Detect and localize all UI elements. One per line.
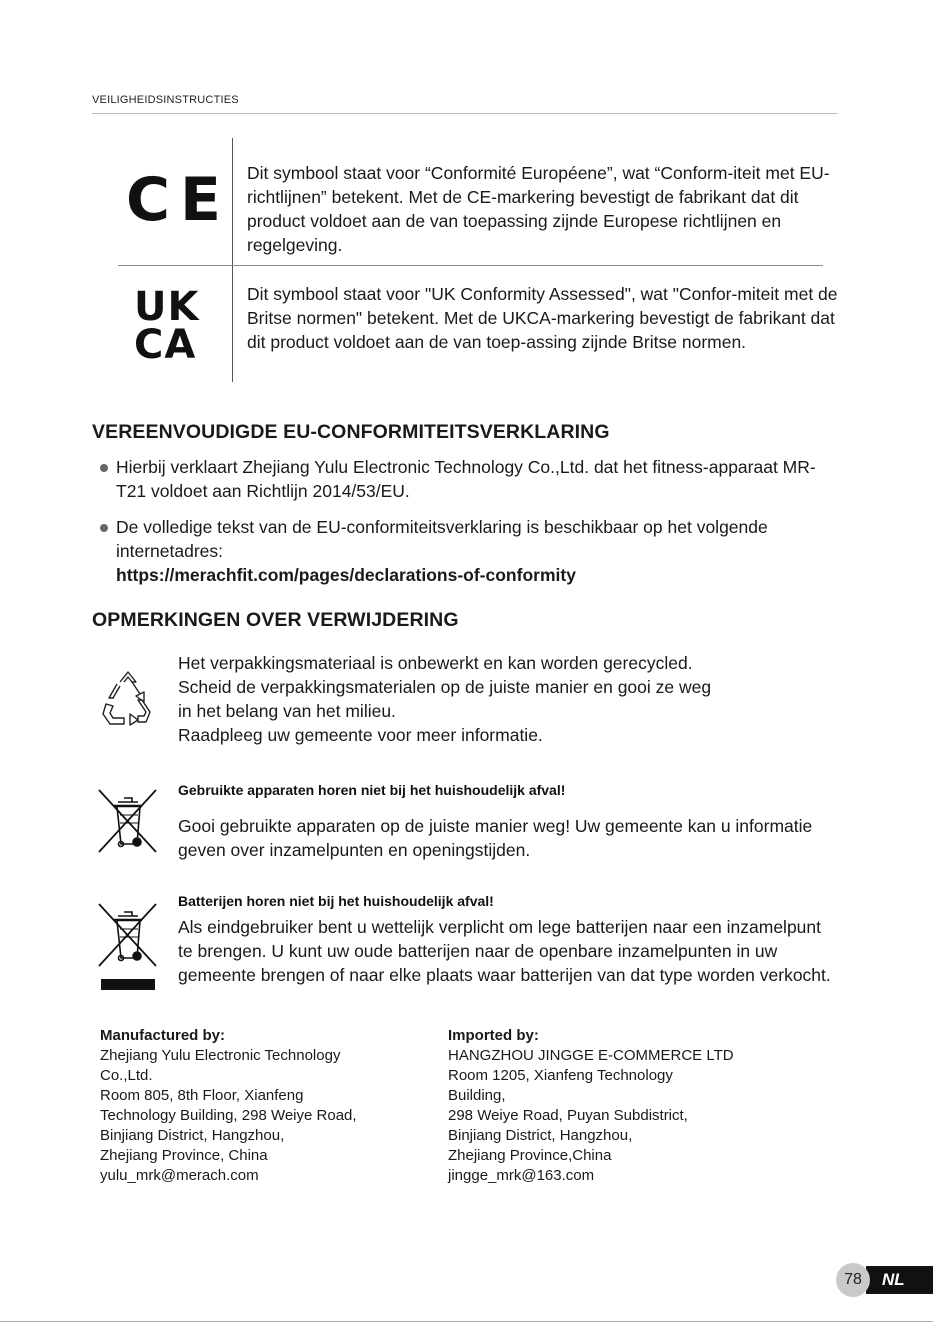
address-line: Zhejiang Province, China — [100, 1147, 268, 1164]
section-header: VEILIGHEIDSINSTRUCTIES — [92, 94, 239, 106]
address-line: Technology Building, 298 Weiye Road, — [100, 1107, 357, 1124]
manufacturer-label: Manufactured by: — [100, 1027, 226, 1044]
bottom-divider — [0, 1321, 933, 1322]
address-line: Binjiang District, Hangzhou, — [100, 1127, 285, 1144]
declaration-availability-text: De volledige tekst van de EU-conformiteitsverklaring is beschikbaar op het volgende internetadres: — [116, 517, 768, 561]
manufacturer-block — [100, 1026, 420, 1186]
address-line: Co.,Ltd. — [100, 1067, 153, 1084]
importer-label: Imported by: — [448, 1027, 539, 1044]
table-horizontal-divider — [118, 265, 823, 266]
packaging-line: Scheid de verpakkingsmaterialen op de juiste manier en gooi ze weg — [178, 677, 712, 697]
importer-email[interactable]: jingge_mrk@163.com — [448, 1167, 595, 1184]
recycle-icon — [100, 668, 156, 728]
ukca-mark-line1: UK — [134, 284, 200, 330]
declaration-statement: Hierbij verklaart Zhejiang Yulu Electronic Technology Co.,Ltd. dat het fitness-apparaat MR-T21 voldoet aan Richtlijn 2014/53/EU. — [116, 457, 816, 501]
address-line: Zhejiang Province,China — [448, 1147, 612, 1164]
address-line: 298 Weiye Road, Puyan Subdistrict, — [448, 1107, 688, 1124]
declaration-availability — [116, 515, 836, 587]
language-tab: NL — [866, 1266, 933, 1294]
address-line: Room 805, 8th Floor, Xianfeng — [100, 1087, 304, 1104]
battery-heading: Batterijen horen niet bij het huishoudelijk afval! — [178, 893, 494, 909]
table-vertical-divider — [232, 138, 233, 382]
address-line: HANGZHOU JINGGE E-COMMERCE LTD — [448, 1047, 734, 1064]
address-line: Room 1205, Xianfeng Technology — [448, 1067, 673, 1084]
importer-block — [448, 1026, 768, 1186]
weee-description: Gooi gebruikte apparaten op de juiste manier weg! Uw gemeente kan u informatie geven over inzamelpunten en openingstijden. — [178, 816, 813, 860]
battery-marking-bar — [101, 979, 155, 990]
bullet-icon — [100, 524, 108, 532]
address-line: Building, — [448, 1087, 506, 1104]
crossed-out-bin-icon — [96, 786, 160, 856]
header-divider — [92, 113, 838, 114]
battery-description: Als eindgebruiker bent u wettelijk verplicht om lege batterijen naar een inzamelpunt te brengen. U kunt uw oude batterijen naar de openbare inzamelpunten in uw gemeente brengen of naar elke plaats waar batterijen van dat type worden verkocht. — [178, 917, 831, 985]
bullet-icon — [100, 464, 108, 472]
address-line: Zhejiang Yulu Electronic Technology — [100, 1047, 341, 1064]
disposal-heading: OPMERKINGEN OVER VERWIJDERING — [92, 609, 459, 631]
declaration-url-link[interactable]: https://merachfit.com/pages/declarations-of-conformity — [116, 565, 576, 585]
ce-mark: CE — [126, 165, 232, 235]
ce-description: Dit symbool staat voor “Conformité Européene”, wat “Conform-iteit met EU-richtlijnen” betekent. Met de CE-markering bevestigt de fabrikant dat dit product voldoet aan de van toepassing zijnde Europese richtlijnen en regelgeving. — [247, 163, 830, 255]
ukca-mark — [134, 284, 200, 368]
manufacturer-email[interactable]: yulu_mrk@merach.com — [100, 1167, 259, 1184]
ukca-description: Dit symbool staat voor "UK Conformity Assessed", wat "Confor-miteit met de Britse normen" betekent. Met de UKCA-markering bevestigt de fabrikant dat dit product voldoet aan de van toep-assing zijnde Britse normen. — [247, 284, 838, 352]
packaging-notice — [178, 651, 838, 747]
eu-declaration-heading: VEREENVOUDIGDE EU-CONFORMITEITSVERKLARING — [92, 421, 610, 443]
address-line: Binjiang District, Hangzhou, — [448, 1127, 633, 1144]
page-number: 78 — [836, 1263, 870, 1297]
weee-heading: Gebruikte apparaten horen niet bij het huishoudelijk afval! — [178, 782, 566, 798]
packaging-line: Raadpleeg uw gemeente voor meer informatie. — [178, 725, 543, 745]
crossed-out-battery-bin-icon — [96, 900, 160, 970]
packaging-line: in het belang van het milieu. — [178, 701, 396, 721]
ukca-mark-line2: CA — [134, 322, 197, 368]
packaging-line: Het verpakkingsmateriaal is onbewerkt en kan worden gerecycled. — [178, 653, 693, 673]
